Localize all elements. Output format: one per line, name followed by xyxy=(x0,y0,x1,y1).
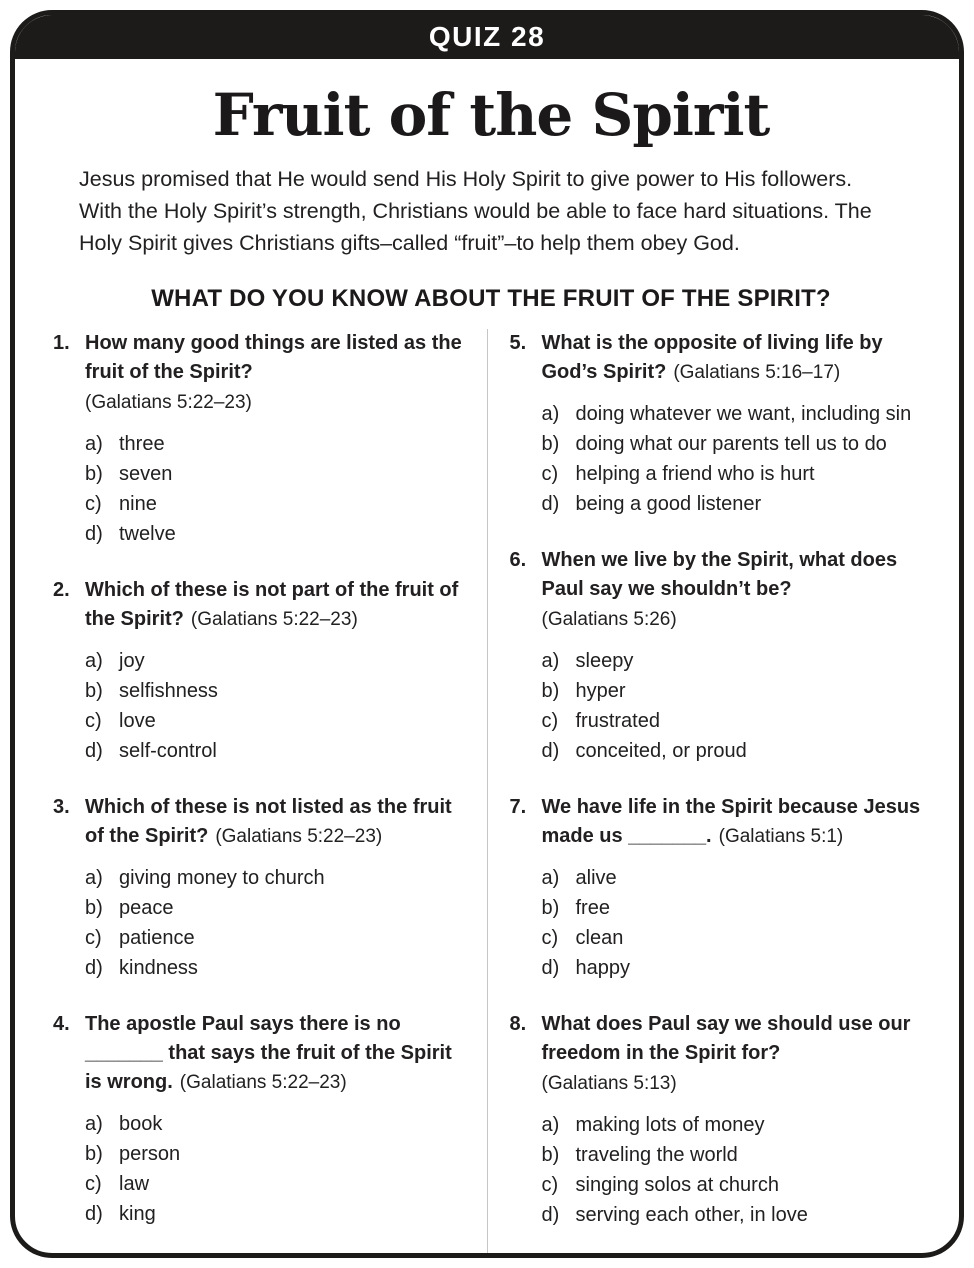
intro-line: Jesus promised that He would send His Holy Spirit to give power to His followers. xyxy=(79,167,853,191)
option-text: three xyxy=(119,433,165,455)
option-letter: a) xyxy=(541,403,560,425)
option-letter: a) xyxy=(85,1113,103,1135)
answer-option xyxy=(542,1171,926,1200)
question-number: 3. xyxy=(53,796,70,818)
options-list xyxy=(510,647,926,766)
option-text: clean xyxy=(575,927,624,949)
option-letter: c) xyxy=(541,463,559,485)
question-number: 1. xyxy=(53,332,70,354)
question-block xyxy=(53,576,469,766)
question-head xyxy=(53,793,469,851)
questions-columns xyxy=(53,329,929,1258)
option-text: doing what our parents tell us to do xyxy=(575,433,887,455)
quiz-sheet xyxy=(10,10,964,1258)
section-heading: WHAT DO YOU KNOW ABOUT THE FRUIT OF THE SPIRIT? xyxy=(151,285,831,312)
scripture-reference: (Galatians 5:1) xyxy=(718,826,844,847)
option-letter: b) xyxy=(85,463,103,485)
question-head xyxy=(53,329,469,417)
quiz-number-label: QUIZ 28 xyxy=(428,20,546,52)
question-number: 7. xyxy=(509,796,527,818)
option-text: traveling the world xyxy=(575,1144,738,1166)
answer-option xyxy=(542,737,926,766)
option-text: selfishness xyxy=(119,680,218,702)
option-text: book xyxy=(119,1113,163,1135)
option-text: making lots of money xyxy=(575,1114,765,1136)
question-text: How many good things are listed as the fruit of the Spirit? xyxy=(85,332,462,383)
answer-option xyxy=(85,954,469,983)
options-list xyxy=(510,1111,926,1230)
question-head xyxy=(510,329,926,387)
option-letter: a) xyxy=(85,867,103,889)
option-text: king xyxy=(119,1203,156,1225)
intro-paragraph xyxy=(79,163,909,259)
answer-option xyxy=(542,1201,926,1230)
option-text: kindness xyxy=(119,957,198,979)
scripture-reference: (Galatians 5:16–17) xyxy=(673,362,841,383)
question-head xyxy=(53,1010,469,1097)
question-block xyxy=(510,793,926,983)
question-text: Which of these is not part of the fruit of the Spirit? xyxy=(85,579,459,630)
option-letter: a) xyxy=(541,867,560,889)
question-text: What does Paul say we should use our freedom in the Spirit for? xyxy=(541,1013,911,1064)
option-text: helping a friend who is hurt xyxy=(575,463,815,485)
answer-option xyxy=(85,707,469,736)
option-letter: c) xyxy=(85,710,102,732)
option-text: law xyxy=(119,1173,150,1195)
option-letter: c) xyxy=(541,710,559,732)
answer-option xyxy=(85,864,469,893)
question-block xyxy=(53,793,469,983)
quiz-header-band xyxy=(14,14,960,59)
option-text: being a good listener xyxy=(575,493,762,515)
option-letter: a) xyxy=(85,433,103,455)
intro-line: Holy Spirit gives Christians gifts–called “fruit”–to help them obey God. xyxy=(79,231,740,255)
answer-option xyxy=(85,924,469,953)
answer-option xyxy=(542,430,926,459)
option-letter: a) xyxy=(85,650,103,672)
option-letter: d) xyxy=(541,493,560,515)
option-letter: b) xyxy=(541,897,560,919)
options-list xyxy=(510,864,926,983)
option-text: twelve xyxy=(119,523,176,545)
answer-option xyxy=(85,1110,469,1139)
answer-option xyxy=(542,400,926,429)
question-number: 5. xyxy=(509,332,527,354)
options-list xyxy=(53,864,469,983)
option-text: alive xyxy=(575,867,617,889)
option-letter: b) xyxy=(541,1144,560,1166)
question-text: The apostle Paul says there is no _______ that says the fruit of the Spirit is wrong. xyxy=(85,1013,452,1093)
answer-option xyxy=(542,1111,926,1140)
question-block xyxy=(510,329,926,519)
option-letter: d) xyxy=(541,1204,560,1226)
option-text: hyper xyxy=(575,680,626,702)
intro-line: With the Holy Spirit’s strength, Christians would be able to face hard situations. The xyxy=(79,199,872,223)
options-list xyxy=(510,400,926,519)
option-letter: b) xyxy=(85,1143,103,1165)
option-text: joy xyxy=(119,650,145,672)
answer-option xyxy=(542,894,926,923)
question-text: We have life in the Spirit because Jesus made us _______. xyxy=(541,796,921,847)
answer-option xyxy=(542,647,926,676)
questions-column-left xyxy=(53,329,487,1258)
answer-option xyxy=(542,1141,926,1170)
option-text: singing solos at church xyxy=(575,1174,779,1196)
option-letter: b) xyxy=(541,680,560,702)
question-head xyxy=(510,546,926,634)
question-text: Which of these is not listed as the fruit of the Spirit? xyxy=(85,796,452,847)
question-number: 4. xyxy=(53,1013,70,1035)
answer-option xyxy=(85,647,469,676)
answer-option xyxy=(542,677,926,706)
scripture-reference: (Galatians 5:22–23) xyxy=(190,609,358,630)
option-text: patience xyxy=(119,927,195,949)
option-letter: d) xyxy=(541,740,560,762)
option-letter: d) xyxy=(85,957,103,979)
scripture-reference: (Galatians 5:13) xyxy=(541,1073,677,1094)
option-text: frustrated xyxy=(575,710,660,732)
answer-option xyxy=(542,460,926,489)
option-letter: d) xyxy=(85,740,103,762)
option-letter: d) xyxy=(85,1203,103,1225)
question-number: 8. xyxy=(509,1013,527,1035)
page-title: Fruit of the Spirit xyxy=(212,81,770,149)
option-letter: d) xyxy=(541,957,560,979)
question-block xyxy=(510,1010,926,1230)
option-text: sleepy xyxy=(575,650,634,672)
scripture-reference: (Galatians 5:22–23) xyxy=(215,826,383,847)
option-letter: c) xyxy=(85,493,102,515)
answer-option xyxy=(85,460,469,489)
scripture-reference: (Galatians 5:22–23) xyxy=(85,392,252,413)
option-text: love xyxy=(119,710,156,732)
option-letter: b) xyxy=(85,897,103,919)
option-letter: c) xyxy=(541,1174,559,1196)
answer-option xyxy=(542,954,926,983)
question-block xyxy=(53,329,469,549)
option-letter: c) xyxy=(541,927,559,949)
question-block xyxy=(510,546,926,766)
option-text: person xyxy=(119,1143,181,1165)
option-text: conceited, or proud xyxy=(575,740,747,762)
option-letter: a) xyxy=(541,650,560,672)
option-text: doing whatever we want, including sin xyxy=(575,403,912,425)
option-text: peace xyxy=(119,897,174,919)
option-letter: c) xyxy=(85,927,102,949)
question-number: 2. xyxy=(53,579,70,601)
question-head xyxy=(53,576,469,634)
answer-option xyxy=(85,894,469,923)
answer-option xyxy=(85,1200,469,1229)
option-letter: a) xyxy=(541,1114,560,1136)
answer-option xyxy=(85,430,469,459)
option-letter: b) xyxy=(85,680,103,702)
scripture-reference: (Galatians 5:26) xyxy=(541,609,677,630)
answer-option xyxy=(85,677,469,706)
answer-option xyxy=(85,1170,469,1199)
answer-option xyxy=(85,737,469,766)
answer-option xyxy=(542,864,926,893)
option-letter: b) xyxy=(541,433,560,455)
answer-option xyxy=(542,707,926,736)
answer-option xyxy=(85,490,469,519)
question-block xyxy=(53,1010,469,1229)
option-text: happy xyxy=(575,957,630,979)
option-text: nine xyxy=(119,493,157,515)
option-letter: d) xyxy=(85,523,103,545)
question-text: When we live by the Spirit, what does Paul say we shouldn’t be? xyxy=(541,549,898,600)
scripture-reference: (Galatians 5:22–23) xyxy=(179,1072,347,1093)
question-number: 6. xyxy=(509,549,527,571)
question-head xyxy=(510,1010,926,1098)
answer-option xyxy=(542,490,926,519)
option-text: giving money to church xyxy=(119,867,325,889)
options-list xyxy=(53,430,469,549)
option-text: self-control xyxy=(119,740,217,762)
page-body xyxy=(15,59,959,1258)
question-head xyxy=(510,793,926,851)
answer-option xyxy=(542,924,926,953)
option-letter: c) xyxy=(85,1173,102,1195)
answer-option xyxy=(85,520,469,549)
option-text: free xyxy=(575,897,610,919)
questions-column-right xyxy=(488,329,930,1258)
question-text: What is the opposite of living life by God’s Spirit? xyxy=(541,332,883,383)
options-list xyxy=(53,647,469,766)
option-text: serving each other, in love xyxy=(575,1204,808,1226)
answer-option xyxy=(85,1140,469,1169)
option-text: seven xyxy=(119,463,173,485)
options-list xyxy=(53,1110,469,1229)
